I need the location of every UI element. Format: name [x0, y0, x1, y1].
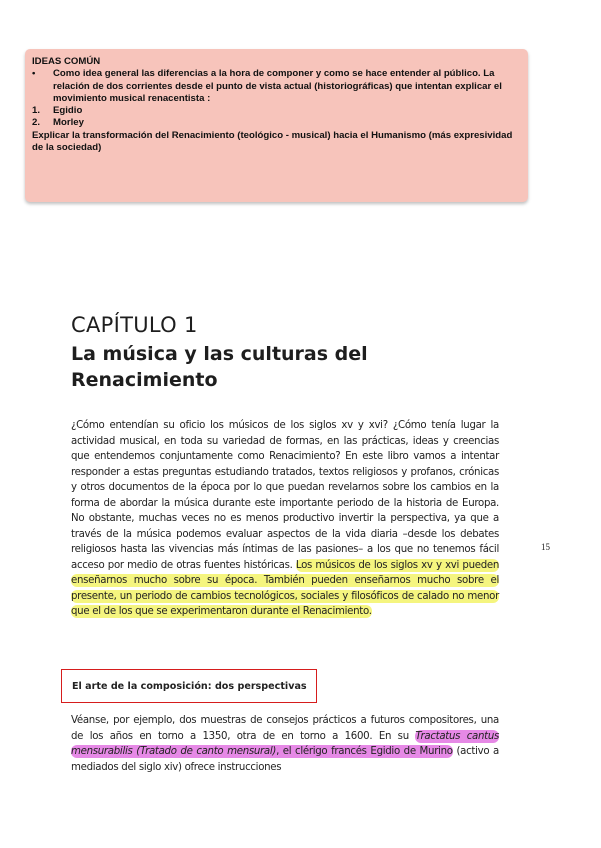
page-number: 15 [541, 542, 550, 552]
list-marker: 1. [32, 105, 41, 117]
note-list-item [32, 117, 519, 129]
note-bullet-text: Como idea general las diferencias a la hora de componer y como se hace entender al público. La relación de dos corrientes desde el punto de vista actual (historiográficas) que intentan explicar el movimiento musical renacentista : [53, 68, 502, 104]
list-item-text: Egidio [53, 105, 83, 117]
chapter-label: CAPÍTULO 1 [71, 313, 198, 337]
body-paragraph [71, 418, 499, 620]
sticky-note[interactable] [25, 49, 528, 202]
list-marker: 2. [32, 117, 41, 129]
body-paragraph-2 [71, 713, 499, 775]
chapter-title: La música y las culturas del Renacimiento [71, 343, 368, 391]
paragraph-text: (activo a mediados del siglo xiv) ofrece instrucciones [71, 746, 499, 773]
section-heading-box[interactable] [61, 669, 317, 703]
note-list-item [32, 105, 519, 117]
highlight-text: , el clérigo francés Egidio de Murino [276, 746, 453, 757]
note-title: IDEAS COMÚN [32, 56, 101, 67]
list-item-text: Morley [53, 117, 84, 129]
paragraph-text: ¿Cómo entendían su oficio los músicos de los siglos xv y xvi? ¿Cómo tenía lugar la actividad musical, en toda su variedad de formas, en las prácticas, ideas y creencias que entendemos conjuntamente como Renacimiento? En este libro vamos a intentar responder a estas preguntas estudiando tratados, textos religiosos y profanos, crónicas y otros documentos de la época por lo que puedan revelarnos sobre los cambios en la forma de abordar la música durante este importante periodo de la historia de Europa. No obstante, muchas veces no es menos productivo invertir la perspectiva, ya que a través de la música podemos evaluar aspectos de la vida diaria –desde los debates religiosos hasta las vivencias más íntimas de las pasiones– a los que no tenemos fácil acceso por medio de otras fuentes históricas. [71, 420, 499, 571]
note-closing: Explicar la transformación del Renacimiento (teológico - musical) hacia el Humanismo (más expresividad de la sociedad) [32, 129, 513, 154]
yellow-highlight[interactable]: Los músicos de los siglos xv y xvi pueden enseñarnos mucho sobre su época. También pueden enseñarnos mucho sobre el presente, un periodo de cambios tecnológicos, sociales y filosóficos de calado no menor que el de los que se experimentaron durante el Renacimiento. [71, 559, 499, 617]
paragraph-text: Véanse, por ejemplo, dos muestras de consejos prácticos a futuros compositores, una de los años en torno a 1350, otra de en torno a 1600. En su [71, 715, 499, 742]
treatise-title: Tractatus cantus mensurabilis (Tratado de canto mensural) [71, 730, 499, 757]
section-heading: El arte de la composición: dos perspectivas [72, 680, 307, 692]
bullet-marker: • [32, 68, 36, 80]
note-bullet [32, 68, 519, 105]
